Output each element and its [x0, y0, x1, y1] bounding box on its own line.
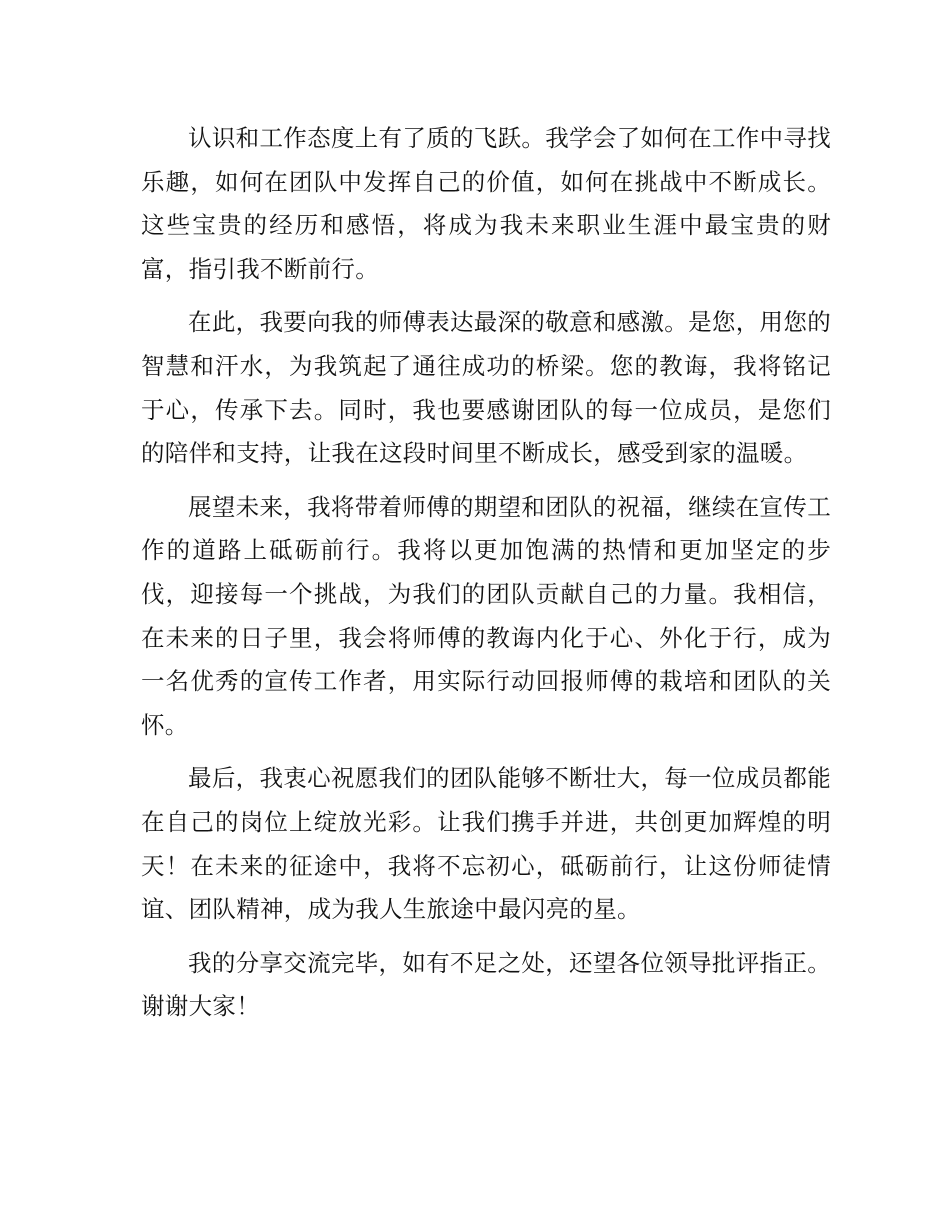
document-body: [141, 117, 831, 1039]
paragraph-3: 展望未来，我将带着师傅的期望和团队的祝福，继续在宣传工作的道路上砥砺前行。我将以更加饱满的热情和更加坚定的步伐，迎接每一个挑战，为我们的团队贡献自己的力量。我相信，在未来的日子里，我会将师傅的教诲内化于心、外化于行，成为一名优秀的宣传工作者，用实际行动回报师傅的栽培和团队的关怀。: [141, 492, 831, 739]
paragraph-5: 我的分享交流完毕，如有不足之处，还望各位领导批评指正。谢谢大家！: [141, 948, 831, 1021]
paragraph-4: 最后，我衷心祝愿我们的团队能够不断壮大，每一位成员都能在自己的岗位上绽放光彩。让我们携手并进，共创更加辉煌的明天！在未来的征途中，我将不忘初心，砥砺前行，让这份师徒情谊、团队精神，成为我人生旅途中最闪亮的星。: [141, 764, 831, 924]
paragraph-1: 认识和工作态度上有了质的飞跃。我学会了如何在工作中寻找乐趣，如何在团队中发挥自己的价值，如何在挑战中不断成长。这些宝贵的经历和感悟，将成为我未来职业生涯中最宝贵的财富，指引我不断前行。: [141, 124, 831, 283]
paragraph-2: 在此，我要向我的师傅表达最深的敬意和感激。是您，用您的智慧和汗水，为我筑起了通往成功的桥梁。您的教诲，我将铭记于心，传承下去。同时，我也要感谢团队的每一位成员，是您们的陪伴和支持，让我在这段时间里不断成长，感受到家的温暖。: [141, 308, 831, 468]
